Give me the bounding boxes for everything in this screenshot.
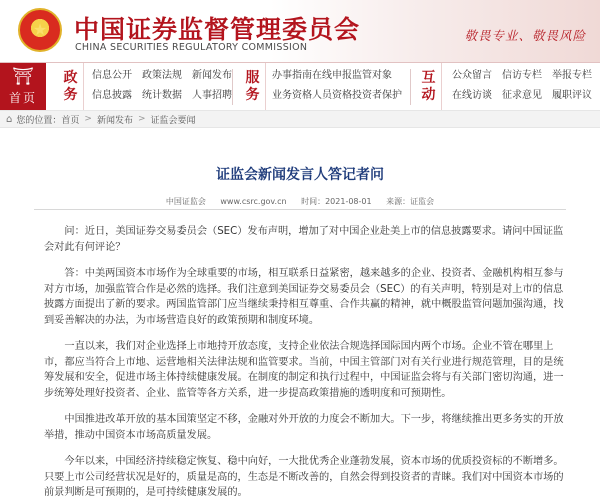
nav-link-policy-regulations[interactable]: 政策法规 xyxy=(142,70,182,81)
article-title: 证监会新闻发言人答记者问 xyxy=(216,167,384,183)
breadcrumb-separator: > xyxy=(84,114,92,124)
nav-link-petition[interactable]: 信访专栏 xyxy=(502,70,542,81)
star-icon: ★ xyxy=(32,20,48,39)
site-title-english: CHINA SECURITIES REGULATORY COMMISSION xyxy=(75,42,308,53)
article-paragraph: 中国推进改革开放的基本国策坚定不移，金融对外开放的力度会不断加大。下一步，将继续推出更多务实的开放举措，推动中国资本市场高质量发展。 xyxy=(44,414,564,441)
article-body xyxy=(44,224,568,502)
article-date: 时间：2021-08-01 xyxy=(301,197,372,206)
article-paragraph: 今年以来，中国经济持续稳定恢复、稳中向好，一大批优秀企业蓬勃发展，资本市场的优质投资标的不断增多。只要上市公司经营状况是好的，质量是高的，生态是不断改善的，自然会得到投资者的青睐。我们对中国资本市场的前景判断是可预期的，是可持续健康发展的。 xyxy=(44,456,564,498)
nav-link-public-message[interactable]: 公众留言 xyxy=(452,70,492,81)
nav-divider xyxy=(410,69,411,105)
breadcrumb-news-release[interactable]: 新闻发布 xyxy=(96,115,133,126)
pagoda-icon: ⛩ xyxy=(12,66,34,87)
home-icon: ⌂ xyxy=(6,113,13,125)
category-char: 互 xyxy=(421,69,436,86)
nav-link-qualification[interactable]: 业务资格人员资格投资者保护 xyxy=(272,90,402,101)
article-source: 中国证监会 xyxy=(165,197,206,206)
article-meta xyxy=(0,196,600,207)
nav-link-online-interview[interactable]: 在线访谈 xyxy=(452,90,492,101)
nav-home-button[interactable] xyxy=(0,63,46,111)
nav-links-government xyxy=(92,69,232,103)
breadcrumb-prefix: 您的位置： xyxy=(16,115,62,126)
breadcrumb-home[interactable]: 首页 xyxy=(61,115,80,126)
nav-link-report[interactable]: 举报专栏 xyxy=(552,70,592,81)
category-char: 政 xyxy=(63,69,78,86)
nav-link-solicit-opinion[interactable]: 征求意见 xyxy=(502,90,542,101)
national-emblem-icon[interactable] xyxy=(18,8,62,52)
category-char: 服 xyxy=(245,69,260,86)
site-header xyxy=(0,0,600,62)
article-paragraph: 答：中美两国资本市场作为全球重要的市场，相互联系日益紧密，越来越多的企业、投资者、金融机构相互参与对方市场，加强监管合作是必然的选择。我们注意到美国证券交易委员会（SEC）的有关声明，特别是对上市的信息披露方面提出了新的要求。两国监管部门应当继续秉持相互尊重、合作共赢的精神，就中概股监管问题加强沟通，找到妥善解决的办法，为市场营造良好的政策预期和制度环境。 xyxy=(44,268,564,326)
nav-link-info-disclosure[interactable]: 信息披露 xyxy=(92,90,132,101)
nav-link-info-disclosure-public[interactable]: 信息公开 xyxy=(92,70,132,81)
nav-link-service-guide[interactable]: 办事指南在线申报监管对象 xyxy=(272,70,392,81)
nav-category-service xyxy=(240,63,266,111)
nav-links-interaction xyxy=(452,69,592,103)
main-nav xyxy=(0,62,600,110)
article-url[interactable]: www.csrc.gov.cn xyxy=(220,197,287,206)
article-paragraph: 问：近日，美国证券交易委员会（SEC）发布声明，增加了对中国企业赴美上市的信息披露要求。请问中国证监会对此有何评论？ xyxy=(44,226,564,253)
nav-links-service xyxy=(272,69,402,103)
site-title[interactable]: 中国证券监督管理委员会 xyxy=(74,15,361,44)
breadcrumb-separator: > xyxy=(137,114,146,124)
article-origin: 来源：证监会 xyxy=(386,197,435,206)
nav-divider xyxy=(232,69,233,105)
nav-link-news-release[interactable]: 新闻发布 xyxy=(192,70,232,81)
nav-category-interaction xyxy=(416,63,442,111)
nav-link-performance-review[interactable]: 履职评议 xyxy=(552,90,592,101)
breadcrumb-csrc-news[interactable]: 证监会要闻 xyxy=(150,115,196,126)
divider xyxy=(34,209,566,210)
article-paragraph: 一直以来，我们对企业选择上市地持开放态度，支持企业依法合规选择国际国内两个市场。企业不管在哪里上市，都应当符合上市地、运营地相关法律法规和监管要求。当前，中国主管部门对有关行业进行规范管理，目的是统筹发展和安全，促进市场主体持续健康发展。在制度的制定和执行过程中，中国证监会将与有关部门密切沟通，进一步统筹处理好投资者、企业、监管等各方关系，进一步提高政策措施的透明度和可预期性。 xyxy=(44,341,564,399)
nav-home-label: 首页 xyxy=(8,90,37,105)
nav-category-government xyxy=(58,63,84,111)
nav-link-recruitment[interactable]: 人事招聘 xyxy=(192,90,232,101)
nav-link-statistics[interactable]: 统计数据 xyxy=(142,90,182,101)
category-char: 动 xyxy=(421,87,436,103)
breadcrumb xyxy=(0,110,600,128)
category-char: 务 xyxy=(245,87,260,103)
slogan: 敬畏专业、敬畏风险 xyxy=(464,28,586,43)
category-char: 务 xyxy=(63,87,78,103)
